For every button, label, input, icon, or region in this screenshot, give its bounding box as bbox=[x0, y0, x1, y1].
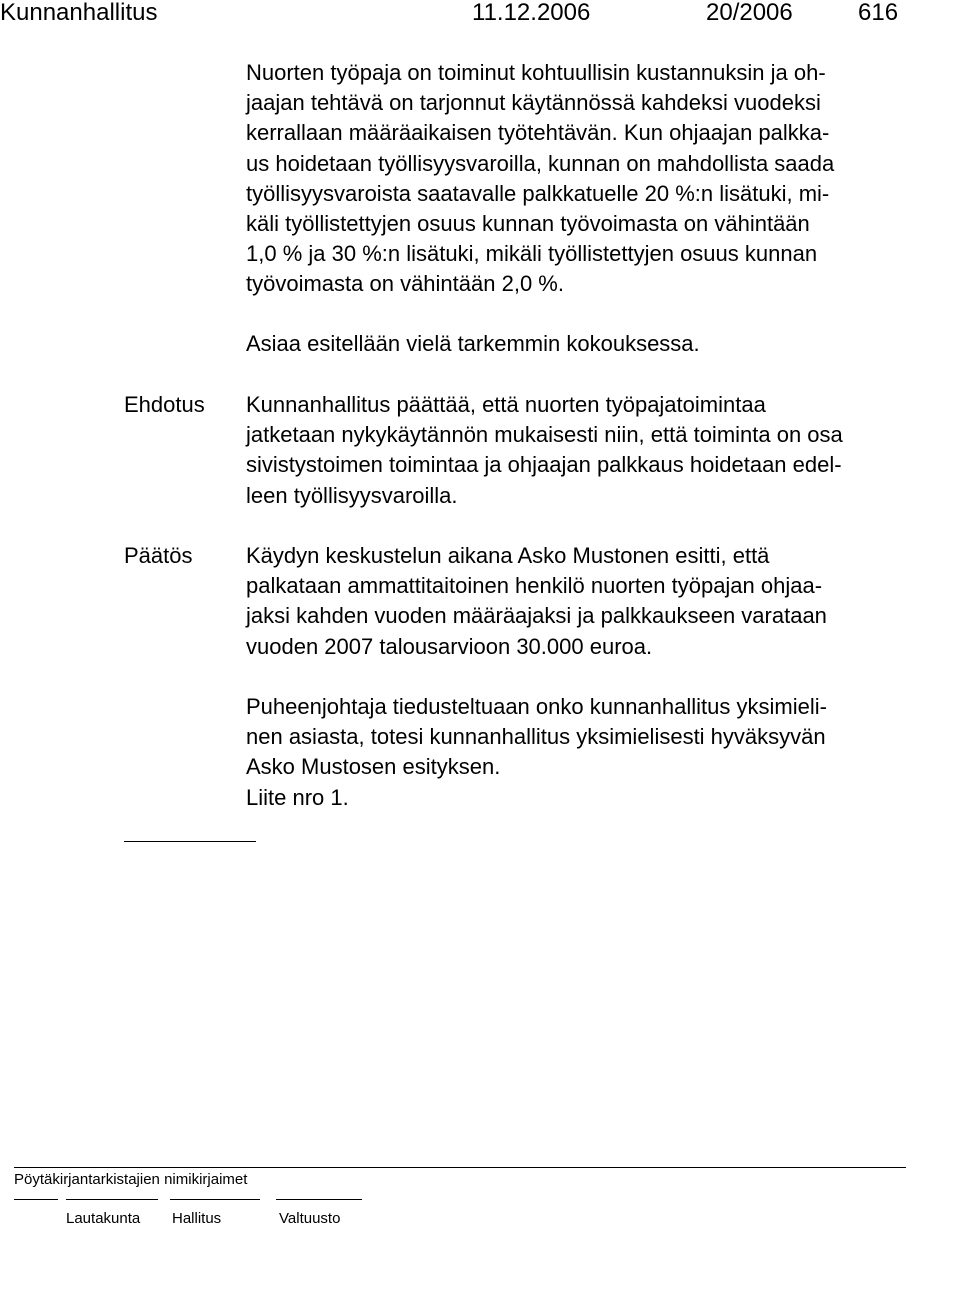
intro-paragraph bbox=[246, 58, 834, 300]
proposal-paragraph bbox=[246, 390, 843, 511]
text-line: leen työllisyysvaroilla. bbox=[246, 482, 458, 508]
text-line: jaajan tehtävä on tarjonnut käytännössä kahdeksi vuodeksi bbox=[246, 90, 821, 116]
signature-column-valtuusto: Valtuusto bbox=[279, 1210, 341, 1227]
text-line: Liite nro 1. bbox=[246, 784, 349, 810]
signatures-label: Pöytäkirjantarkistajien nimikirjaimet bbox=[14, 1171, 248, 1188]
note-paragraph bbox=[246, 329, 700, 359]
signature-field-line bbox=[276, 1199, 362, 1200]
text-line: jaksi kahden vuoden määräajaksi ja palkkaukseen varataan bbox=[246, 603, 827, 629]
text-line: 1,0 % ja 30 %:n lisätuki, mikäli työllistettyjen osuus kunnan bbox=[246, 241, 818, 267]
signature-column-lautakunta: Lautakunta bbox=[66, 1210, 141, 1227]
text-line: vuoden 2007 talousarvioon 30.000 euroa. bbox=[246, 633, 653, 659]
signature-field-line bbox=[170, 1199, 260, 1200]
page-number: 616 bbox=[858, 0, 899, 26]
text-line: sivistystoimen toimintaa ja ohjaajan palkkaus hoidetaan edel- bbox=[246, 452, 842, 478]
signature-column-hallitus: Hallitus bbox=[172, 1210, 222, 1227]
text-line: Käydyn keskustelun aikana Asko Mustonen esitti, että bbox=[246, 543, 770, 568]
text-line: kerrallaan määräaikaisen työtehtävän. Kun ohjaajan palkka- bbox=[246, 120, 830, 146]
chair-paragraph bbox=[246, 692, 827, 813]
meeting-date: 11.12.2006 bbox=[472, 0, 591, 26]
signature-field-line bbox=[66, 1199, 158, 1200]
text-line: työllisyysvaroista saatavalle palkkatuelle 20 %:n lisätuki, mi- bbox=[246, 180, 830, 206]
text-line: us hoidetaan työllisyysvaroilla, kunnan on mahdollista saada bbox=[246, 150, 835, 176]
text-line: palkataan ammattitaitoinen henkilö nuorten työpajan ohjaa- bbox=[246, 573, 823, 599]
text-line: Asiaa esitellään vielä tarkemmin kokouksessa. bbox=[246, 331, 700, 356]
footer-rule bbox=[14, 1167, 906, 1168]
text-line: Nuorten työpaja on toiminut kohtuullisin kustannuksin ja oh- bbox=[246, 60, 826, 85]
text-line: nen asiasta, totesi kunnanhallitus yksimielisesti hyväksyvän bbox=[246, 724, 826, 750]
section-separator bbox=[124, 841, 256, 842]
decision-paragraph bbox=[246, 541, 827, 662]
meeting-number: 20/2006 bbox=[706, 0, 793, 26]
decision-label: Päätös bbox=[124, 543, 193, 568]
text-line: Kunnanhallitus päättää, että nuorten työpajatoimintaa bbox=[246, 392, 766, 417]
text-line: Asko Mustosen esityksen. bbox=[246, 754, 501, 780]
text-line: Puheenjohtaja tiedusteltuaan onko kunnanhallitus yksimieli- bbox=[246, 694, 827, 719]
text-line: käli työllistettyjen osuus kunnan työvoimasta on vähintään bbox=[246, 211, 810, 237]
signature-field-line bbox=[14, 1199, 58, 1200]
text-line: jatketaan nykykäytännön mukaisesti niin, että toiminta on osa bbox=[246, 422, 843, 448]
text-line: työvoimasta on vähintään 2,0 %. bbox=[246, 271, 564, 297]
proposal-label: Ehdotus bbox=[124, 392, 205, 417]
document-organ: Kunnanhallitus bbox=[0, 0, 158, 26]
